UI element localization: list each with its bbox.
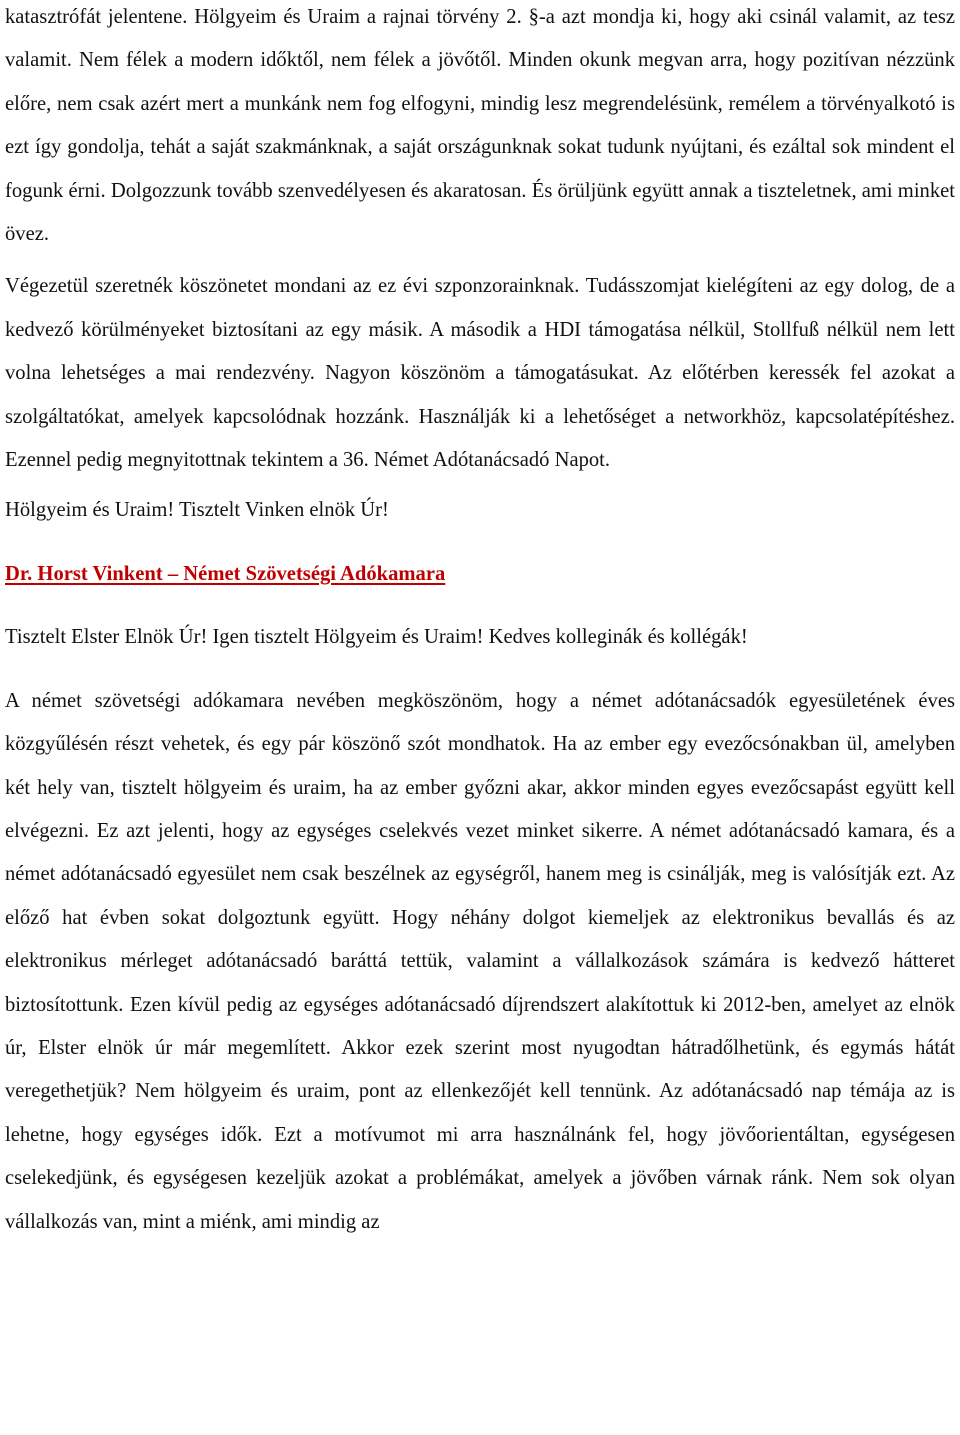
paragraph-speech: A német szövetségi adókamara nevében megköszönöm, hogy a német adótanácsadók egyesületének éves közgyűlésén részt vehetek, és egy pár köszönő szót mondhatok. Ha az ember egy evezőcsónakban ül, amelyben két hely van, tisztelt hölgyeim és uraim, ha az ember győzni akar, akkor minden egyes evezőcsapást együtt kell elvégezni. Ez azt jelenti, hogy az egységes cselekvés vezet minket sikerre. A német adótanácsadó kamara, és a német adótanácsadó egyesület nem csak beszélnek az egységről, hanem meg is csinálják, meg is valósítják ezt. Az előző hat évben sokat dolgoztunk együtt. Hogy néhány dolgot kiemeljek az elektronikus bevallás és az elektronikus mérleget adótanácsadó baráttá tettük, valamint a vállalkozások számára is kedvező hátteret biztosítottunk. Ezen kívül pedig az egységes adótanácsadó díjrendszert alakítottuk ki 2012-ben, amelyet az elnök úr, Elster elnök úr már megemlített. Akkor ezek szerint most nyugodtan hátradőlhetünk, és egymás hátát veregethetjük? Nem hölgyeim és uraim, pont az ellenkezőjét kell tennünk. Az adótanácsadó nap témája az is lehetne, hogy egységes idők. Ezt a motívumot mi arra használnánk fel, hogy jövőorientáltan, egységesen cselekedjünk, és egységesen kezeljük azokat a problémákat, amelyek a jövőben várnak ránk. Nem sok olyan vállalkozás van, mint a miénk, ami mindig az <box>5 689 955 1233</box>
paragraph-salutation: Tisztelt Elster Elnök Úr! Igen tisztelt Hölgyeim és Uraim! Kedves kolleginák és kollégák! <box>5 626 748 649</box>
document-body <box>5 0 955 1244</box>
paragraph-greeting: Hölgyeim és Uraim! Tisztelt Vinken elnök Úr! <box>5 499 389 522</box>
paragraph-sponsors: Végezetül szeretnék köszönetet mondani az ez évi szponzorainknak. Tudásszomjat kielégíteni az egy dolog, de a kedvező körülményeket biztosítani az egy másik. A második a HDI támogatása nélkül, Stollfuß nélkül nem lett volna lehetséges a mai rendezvény. Nagyon köszönöm a támogatásukat. Az előtérben keressék fel azokat a szolgáltatókat, amelyek kapcsolódnak hozzánk. Használják ki a lehetőséget a networkhöz, kapcsolatépítéshez. Ezennel pedig megnyitottnak tekintem a 36. Német Adótanácsadó Napot. <box>5 275 955 472</box>
speaker-heading-prefix: Dr. <box>5 562 38 585</box>
speaker-heading <box>5 553 955 596</box>
paragraph-closing-remarks: katasztrófát jelentene. Hölgyeim és Uraim a rajnai törvény 2. §-a azt mondja ki, hogy aki csinál valamit, az tesz valamit. Nem félek a modern időktől, nem félek a jövőtől. Minden okunk megvan arra, hogy pozitívan nézzünk előre, nem csak azért mert a munkánk nem fog elfogyni, mindig lesz megrendelésünk, remélem a törvényalkotó is ezt így gondolja, tehát a saját szakmánknak, a saját országunknak sokat tudunk nyújtani, és ezáltal sok mindent el fogunk érni. Dolgozzunk tovább szenvedélyesen és akaratosan. És örüljünk együtt annak a tiszteletnek, ami minket övez. <box>5 6 955 246</box>
speaker-heading-name: Horst Vinkent – Német Szövetségi Adókamara <box>37 562 446 585</box>
